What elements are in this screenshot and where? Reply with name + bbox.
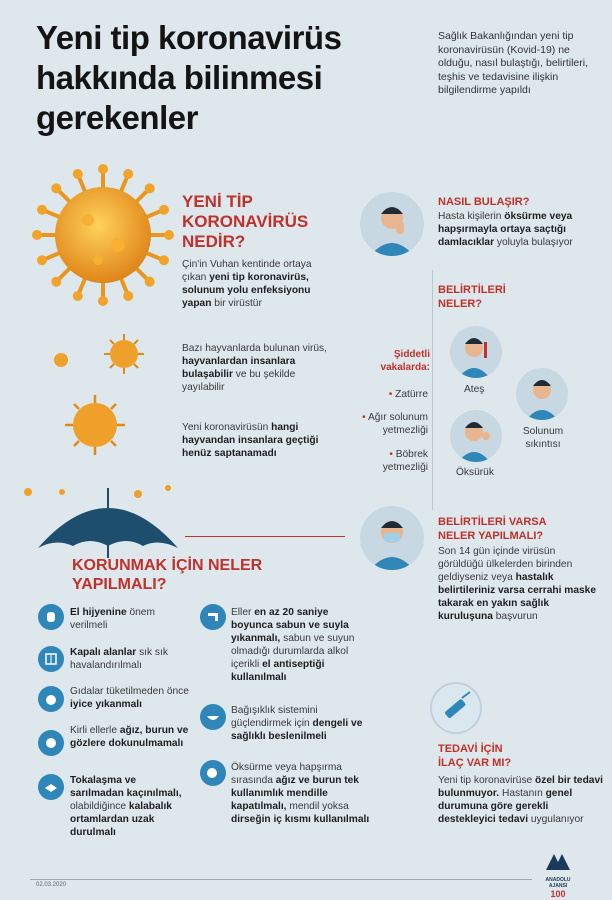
protect-heading: [72, 556, 262, 594]
what-is-p2-pre: Bazı hayvanlarda bulunan virüs,: [182, 343, 327, 354]
title-line-3: gerekenler: [36, 99, 198, 136]
what-is-p3-pre: Yeni koronavirüsün: [182, 422, 272, 433]
severe-label-1: Şiddetli: [393, 349, 430, 360]
umbrella-line: [185, 536, 345, 537]
aa-logo-text: ANADOLU AJANSI: [545, 877, 571, 889]
protect-left-5-bold: Tokalaşma ve sarılmadan kaçınılmalı,: [70, 775, 182, 799]
what-is-p2-bold: hayvanlardan insanlara bulaşabilir: [182, 356, 296, 380]
protect-right-1-text: sabun ve suyun olmadığı durumlarda alkol içerikli: [231, 633, 355, 670]
protect-right-1-bold2: el antiseptiği kullanılmalı: [231, 659, 325, 683]
faucet-icon: [200, 604, 226, 630]
protect-heading-2: YAPILMALI?: [72, 576, 167, 593]
treatment-bold2: genel durumuna göre gerekli destekleyici tedavi: [438, 788, 573, 825]
what-is-p1-pre: Çin'in Vuhan kentinde ortaya çıkan: [182, 259, 312, 283]
syringe-icon: [430, 682, 482, 734]
cough-icon: [450, 410, 502, 462]
protect-left-1: [70, 606, 190, 632]
treatment-pre1: Yeni tip koronavirüse: [438, 775, 536, 786]
protect-left-5-text: olabildiğince: [70, 801, 129, 812]
title-line-2: hakkında bilinmesi: [36, 59, 323, 96]
treatment-heading-1: TEDAVİ İÇİN: [438, 743, 503, 755]
protect-right-3-bold: ağız ve burun tek kullanımlık mendille kapatılmalı,: [231, 775, 359, 812]
fever-label: Ateş: [464, 384, 485, 395]
cough-label: Öksürük: [456, 467, 494, 478]
symptoms-heading-1: BELİRTİLERİ: [438, 284, 506, 296]
what-is-heading-2: KORONAVİRÜS: [182, 212, 309, 231]
title-line-1: Yeni tip koronavirüs: [36, 19, 342, 56]
if-symptoms-text: [438, 545, 598, 623]
virus-large-icon: [28, 160, 178, 310]
how-spread-post: yoluyla bulaşıyor: [494, 237, 573, 248]
if-symptoms-heading: [438, 515, 547, 543]
what-is-heading-1: YENİ TİP: [182, 192, 253, 211]
if-symptoms-pre: Son 14 gün içinde virüsün görüldüğü ülkelerden birinden geldiyseniz veya: [438, 546, 573, 583]
cough-person-icon: [360, 192, 424, 256]
protect-right-1-pre: Eller: [231, 607, 255, 618]
virus-small-icon: [50, 349, 72, 371]
umbrella-icon: [18, 478, 198, 558]
how-spread-text: [438, 210, 598, 249]
fever-icon: [450, 326, 502, 378]
protect-left-3-bold: iyice yıkanmalı: [70, 699, 142, 710]
virus-medium-2-icon: [62, 392, 128, 458]
if-symptoms-heading-1: BELİRTİLERİ VARSA: [438, 516, 547, 528]
protect-left-4: [70, 724, 190, 750]
aa-100-badge: 100: [550, 889, 566, 899]
protect-left-2-bold: Kapalı alanlar: [70, 647, 137, 658]
protect-right-2-bold: dengeli ve sağlıklı beslenilmeli: [231, 718, 363, 742]
what-is-heading: [182, 192, 308, 252]
symptoms-heading-2: NELER?: [438, 298, 482, 310]
divider-line: [432, 270, 433, 510]
breath-icon: [516, 368, 568, 420]
hand-icon: [38, 604, 64, 630]
how-spread-bold: öksürme veya hapşırmayla ortaya saçtığı damlacıklar: [438, 211, 573, 248]
what-is-p1: [182, 258, 332, 310]
footer-line: [30, 879, 532, 880]
breath-label: [520, 425, 566, 451]
sneeze-icon: [200, 760, 226, 786]
breath-label-2: sıkıntısı: [525, 439, 561, 450]
protect-left-2-text: sık sık havalandırılmalı: [70, 647, 168, 671]
severe-item-2-text: Ağır solunum yetmezliği: [367, 412, 428, 436]
protect-left-3-pre: Gıdalar tüketilmeden önce: [70, 686, 189, 697]
protect-left-2: [70, 646, 190, 672]
what-is-p2: [182, 342, 332, 394]
protect-right-3: [231, 761, 371, 826]
treatment-text: [438, 774, 603, 826]
virus-medium-icon: [100, 330, 148, 378]
page-title: [36, 18, 416, 138]
if-symptoms-heading-2: NELER YAPILMALI?: [438, 530, 544, 542]
protect-right-2-pre: Bağışıklık sistemini güçlendirmek için: [231, 705, 318, 729]
breath-label-1: Solunum: [522, 426, 564, 437]
treatment-heading: [438, 742, 511, 770]
aa-logo: [538, 852, 578, 899]
protect-left-1-bold: El hijyenine: [70, 607, 127, 618]
treatment-post2: uygulanıyor: [528, 814, 584, 825]
severe-item-1: • Zatürre: [388, 389, 428, 400]
handshake-icon: [38, 774, 64, 800]
protect-right-2: [231, 704, 371, 743]
bowl-icon: [200, 704, 226, 730]
what-is-p1-post: bir virüstür: [211, 298, 262, 309]
protect-left-5-bold2: kalabalık ortamlardan uzak durulmalı: [70, 801, 172, 838]
protect-left-4-bold: ağız, burun ve gözlere dokunulmamalı: [70, 725, 189, 749]
treatment-heading-2: İLAÇ VAR MI?: [438, 757, 512, 769]
treatment-pre2: Hastanın: [499, 788, 546, 799]
if-symptoms-bold: hastalık belirtileriniz varsa cerrahi maske takarak en yakın sağlık kuruluşuna: [438, 572, 596, 622]
mask-person-icon: [360, 506, 424, 570]
severe-item-3-text: Böbrek yetmezliği: [382, 449, 428, 473]
protect-right-1-bold: en az 20 saniye boyunca sabun ve suyla yıkanmalı,: [231, 607, 349, 644]
what-is-p3: [182, 421, 332, 460]
protect-left-1-text: önem verilmeli: [70, 607, 155, 631]
window-icon: [38, 646, 64, 672]
how-spread-heading: NASIL BULAŞIR?: [438, 196, 530, 208]
protect-right-3-bold2: dirseğin iç kısmı kullanılmalı: [231, 814, 370, 825]
symptoms-heading: [438, 283, 506, 311]
protect-left-4-pre: Kirli ellerle: [70, 725, 120, 736]
what-is-p2-post: ve bu şekilde yayılabilir: [182, 369, 296, 393]
face-icon: [38, 730, 64, 756]
food-icon: [38, 686, 64, 712]
severe-item-1-text: Zatürre: [395, 389, 428, 400]
protect-right-1: [231, 606, 371, 684]
protect-left-5: [70, 774, 190, 839]
protect-heading-1: KORUNMAK İÇİN NELER: [72, 557, 263, 574]
protect-left-3: [70, 685, 190, 711]
what-is-p1-bold: yeni tip koronavirüs, solunum yolu enfeksiyonu yapan: [182, 272, 311, 309]
protect-right-3-pre: Öksürme veya hapşırma sırasında: [231, 762, 342, 786]
treatment-bold1: özel bir tedavi bulunmuyor.: [438, 775, 603, 799]
if-symptoms-post: başvurun: [492, 611, 538, 622]
severe-label: [372, 348, 430, 374]
severe-item-3: • Böbrek yetmezliği: [382, 449, 428, 473]
severe-label-2: vakalarda:: [380, 362, 430, 373]
protect-right-3-text: mendil yoksa: [286, 801, 349, 812]
severe-item-2: • Ağır solunum yetmezliği: [362, 412, 428, 436]
intro-text: Sağlık Bakanlığından yeni tip koronavirüsün (Kovid-19) ne olduğu, nasıl bulaştığı, belirtileri, teşhis ve tedavisine ilişkin bilgilendirme yapıldı: [438, 30, 588, 96]
what-is-heading-3: NEDİR?: [182, 232, 246, 251]
what-is-p3-bold: hangi hayvandan insanlara geçtiği henüz saptanamadı: [182, 422, 319, 459]
date-text: 02.03.2020: [36, 882, 67, 888]
how-spread-pre: Hasta kişilerin: [438, 211, 505, 222]
